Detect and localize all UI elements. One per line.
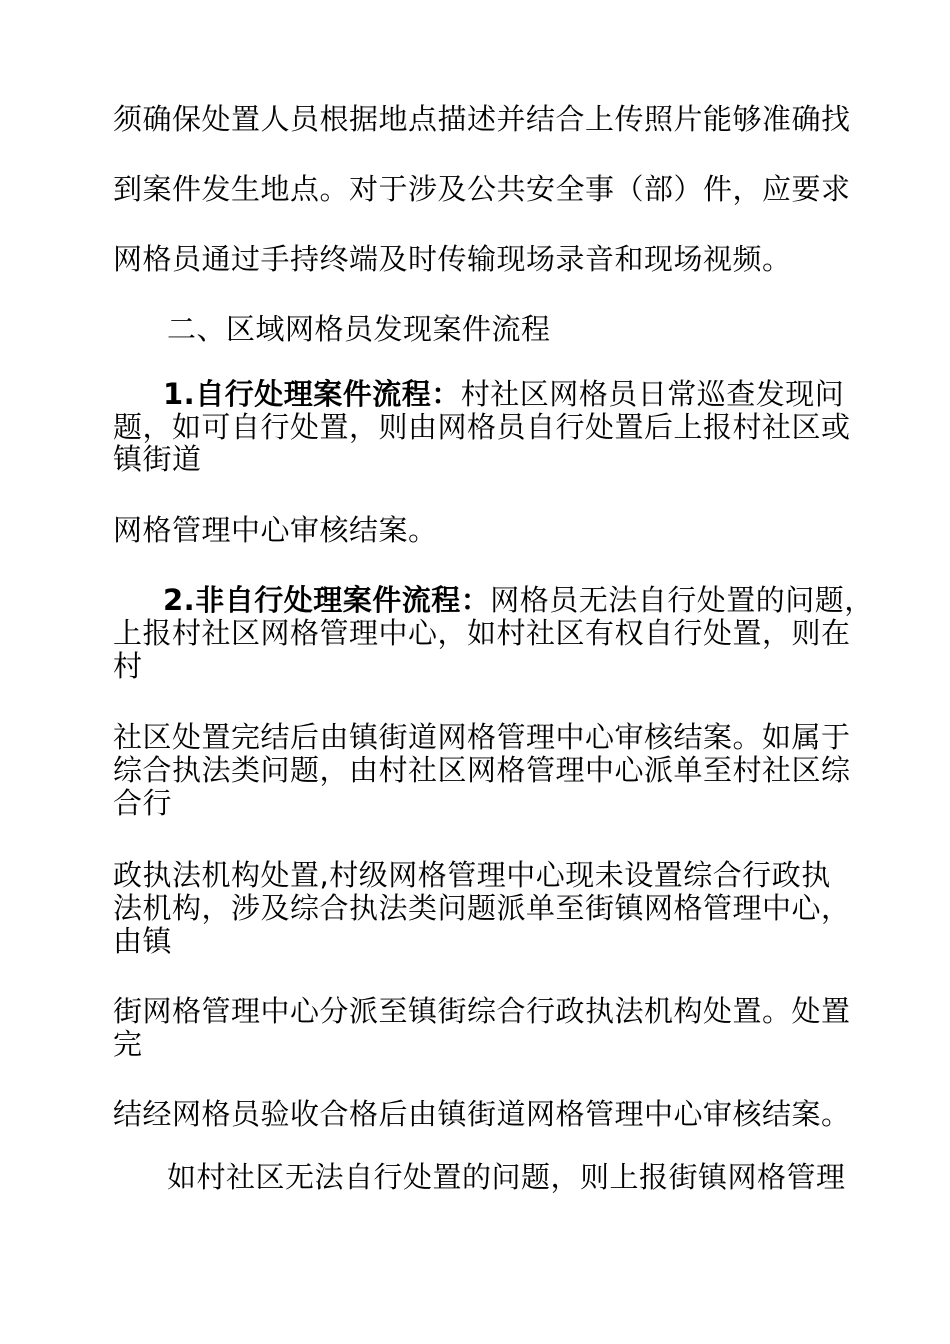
paragraph-line: 社区处置完结后由镇街道网格管理中心审核结案。如属于	[113, 720, 851, 754]
paragraph-line: 到案件发生地点。对于涉及公共安全事（部）件，应要求	[113, 172, 851, 206]
item-1-heading: 1.自行处理案件流程：	[163, 377, 461, 411]
paragraph-line: 须确保处置人员根据地点描述并结合上传照片能够准确找	[113, 102, 851, 136]
paragraph-line: 政执法机构处置,村级网格管理中心现未设置综合行政执	[113, 858, 831, 892]
paragraph-line: 网格员通过手持终端及时传输现场录音和现场视频。	[113, 242, 792, 276]
paragraph-line: 由镇	[113, 924, 173, 958]
item-2-heading: 2.非自行处理案件流程：	[163, 583, 491, 617]
paragraph-line: 综合执法类问题，由村社区网格管理中心派单至村社区综	[113, 753, 851, 787]
paragraph-line: 上报村社区网格管理中心，如村社区有权自行处置，则在	[113, 616, 851, 650]
item-2-text: 网格员无法自行处置的问题，	[490, 583, 874, 617]
paragraph-line: 如村社区无法自行处置的问题，则上报街镇网格管理	[167, 1160, 846, 1194]
paragraph-line: 合行	[113, 786, 173, 820]
paragraph-line: 网格管理中心审核结案。	[113, 513, 438, 547]
item-1-line	[163, 378, 857, 410]
paragraph-line: 村	[113, 649, 143, 683]
paragraph-line: 街网格管理中心分派至镇街综合行政执法机构处置。处置	[113, 994, 851, 1028]
item-2-line	[163, 583, 874, 617]
paragraph-line: 法机构，涉及综合执法类问题派单至街镇网格管理中心，	[113, 891, 851, 925]
paragraph-line: 完	[113, 1027, 143, 1061]
item-1-text: 村社区网格员日常巡查发现问	[460, 377, 845, 411]
paragraph-line: 镇街道	[113, 442, 202, 476]
paragraph-line: 题，如可自行处置，则由网格员自行处置后上报村社区或	[113, 410, 851, 444]
paragraph-line: 结经网格员验收合格后由镇街道网格管理中心审核结案。	[113, 1097, 851, 1131]
section-heading: 二、区域网格员发现案件流程	[167, 312, 551, 346]
